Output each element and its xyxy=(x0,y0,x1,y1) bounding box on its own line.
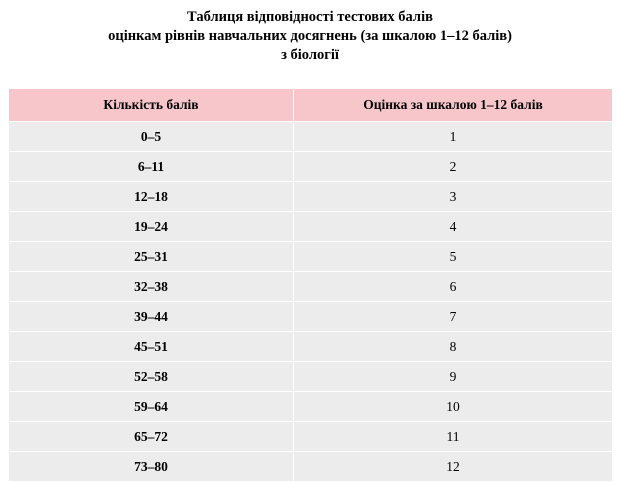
cell-score: 0–5 xyxy=(9,122,294,152)
score-table xyxy=(8,88,613,482)
cell-grade: 12 xyxy=(294,452,613,482)
table-header xyxy=(9,89,613,122)
cell-score: 25–31 xyxy=(9,242,294,272)
table-row xyxy=(9,122,613,152)
cell-grade: 9 xyxy=(294,362,613,392)
cell-score: 73–80 xyxy=(9,452,294,482)
table-row xyxy=(9,392,613,422)
cell-score: 59–64 xyxy=(9,392,294,422)
table-row xyxy=(9,452,613,482)
table-row xyxy=(9,362,613,392)
table-row xyxy=(9,242,613,272)
cell-grade: 4 xyxy=(294,212,613,242)
table-row xyxy=(9,332,613,362)
table-row xyxy=(9,152,613,182)
cell-score: 32–38 xyxy=(9,272,294,302)
cell-grade: 10 xyxy=(294,392,613,422)
page-title-line-3: з біології xyxy=(281,47,339,63)
cell-grade: 6 xyxy=(294,272,613,302)
table-row xyxy=(9,182,613,212)
table-header-cell-grade: Оцінка за шкалою 1–12 балів xyxy=(294,89,613,122)
page-title-line-1: Таблиця відповідності тестових балів xyxy=(187,9,433,25)
score-table-container xyxy=(8,88,612,482)
cell-grade: 11 xyxy=(294,422,613,452)
cell-score: 19–24 xyxy=(9,212,294,242)
cell-grade: 1 xyxy=(294,122,613,152)
table-header-row xyxy=(9,89,613,122)
cell-score: 65–72 xyxy=(9,422,294,452)
cell-score: 52–58 xyxy=(9,362,294,392)
table-row xyxy=(9,422,613,452)
cell-score: 12–18 xyxy=(9,182,294,212)
page-title xyxy=(0,0,620,65)
table-row xyxy=(9,302,613,332)
page-title-line-2: оцінкам рівнів навчальних досягнень (за шкалою 1–12 балів) xyxy=(108,28,512,44)
cell-score: 39–44 xyxy=(9,302,294,332)
cell-score: 6–11 xyxy=(9,152,294,182)
table-row xyxy=(9,272,613,302)
cell-grade: 5 xyxy=(294,242,613,272)
cell-grade: 8 xyxy=(294,332,613,362)
table-row xyxy=(9,212,613,242)
cell-score: 45–51 xyxy=(9,332,294,362)
cell-grade: 3 xyxy=(294,182,613,212)
table-header-cell-score: Кількість балів xyxy=(9,89,294,122)
cell-grade: 2 xyxy=(294,152,613,182)
cell-grade: 7 xyxy=(294,302,613,332)
